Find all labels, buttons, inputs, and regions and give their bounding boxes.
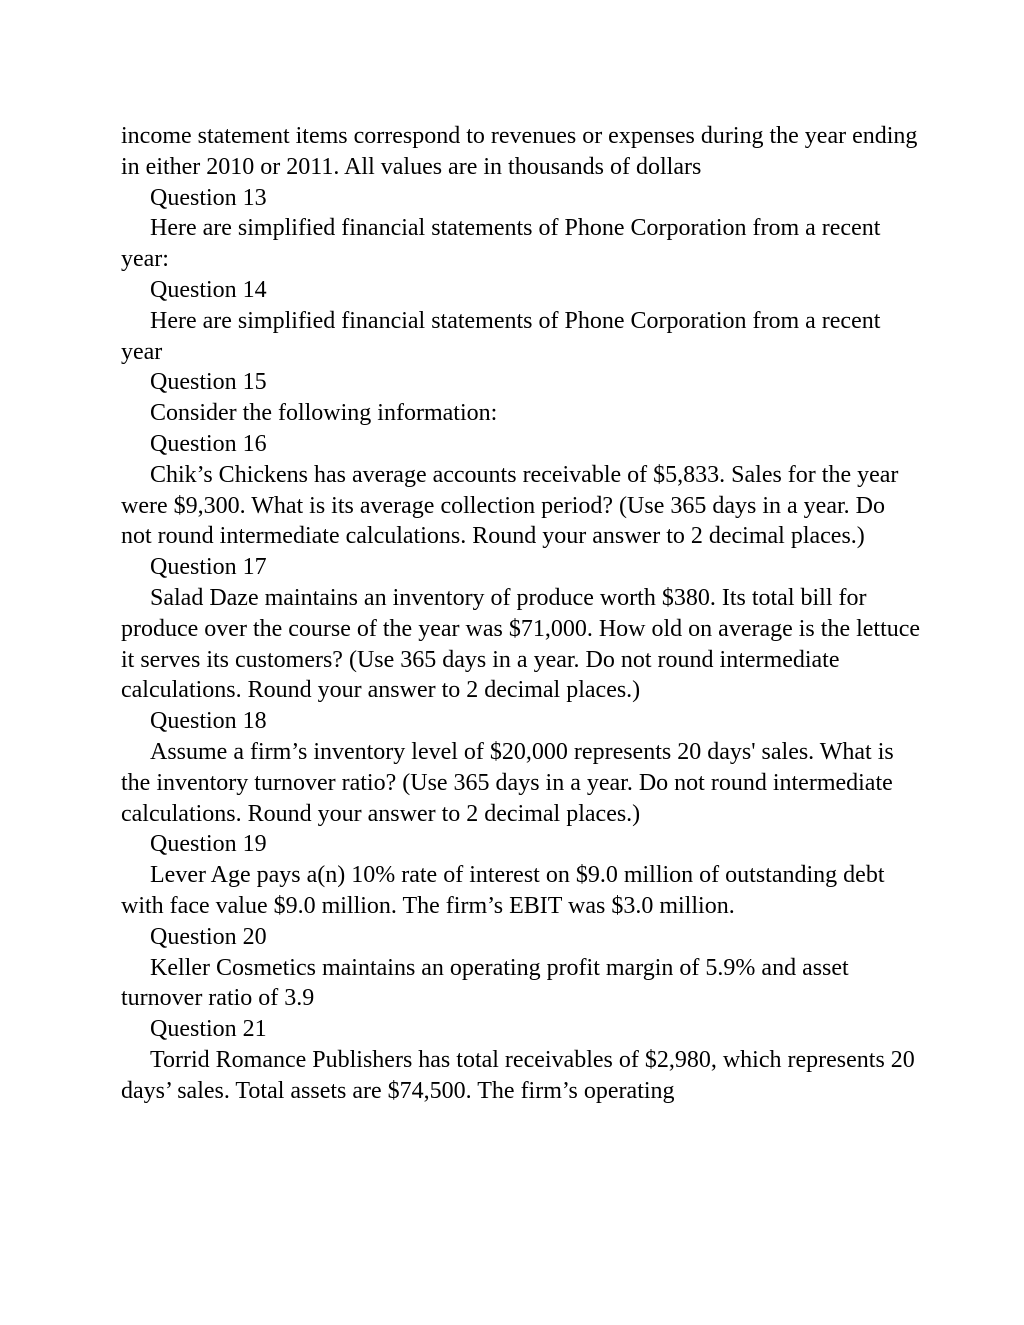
question-14-text: Here are simplified financial statements of Phone Corporation from a recent year: [121, 307, 881, 365]
question-16-heading: Question 16: [150, 430, 267, 457]
question-18-text: Assume a firm’s inventory level of $20,000 represents 20 days' sales. What is the inventory turnover ratio? (Use 365 days in a year. Do not round intermediate calculations. Round your answer to 2 decimal places.): [121, 738, 894, 827]
document-page: [121, 121, 921, 1107]
question-20-text: Keller Cosmetics maintains an operating profit margin of 5.9% and asset turnover ratio of 3.9: [121, 954, 849, 1012]
question-19-text: Lever Age pays a(n) 10% rate of interest on $9.0 million of outstanding debt with face value $9.0 million. The firm’s EBIT was $3.0 million.: [121, 862, 885, 919]
question-13-text: Here are simplified financial statements of Phone Corporation from a recent year:: [121, 215, 881, 273]
question-13-heading: Question 13: [150, 184, 267, 211]
question-21-text: Torrid Romance Publishers has total receivables of $2,980, which represents 20 days’ sales. Total assets are $74,500. The firm’s operating: [121, 1046, 915, 1104]
question-21-heading: Question 21: [150, 1016, 267, 1043]
question-19-heading: Question 19: [150, 831, 267, 858]
question-16-text: Chik’s Chickens has average accounts receivable of $5,833. Sales for the year were $9,300. What is its average collection period? (Use 365 days in a year. Do not round intermediate calculations. Round your answer to 2 decimal places.): [121, 461, 899, 550]
question-15-text: Consider the following information:: [150, 400, 498, 427]
question-18-heading: Question 18: [150, 708, 267, 735]
question-15-heading: Question 15: [150, 369, 267, 396]
question-14-heading: Question 14: [150, 276, 267, 303]
question-17-heading: Question 17: [150, 554, 267, 581]
question-17-text: Salad Daze maintains an inventory of produce worth $380. Its total bill for produce over the course of the year was $71,000. How old on average is the lettuce it serves its customers? (Use 365 days in a year. Do not round intermediate calculations. Round your answer to 2 decimal places.): [121, 584, 921, 704]
question-20-heading: Question 20: [150, 923, 267, 950]
intro-paragraph: income statement items correspond to revenues or expenses during the year ending in either 2010 or 2011. All values are in thousands of dollars: [121, 123, 918, 180]
